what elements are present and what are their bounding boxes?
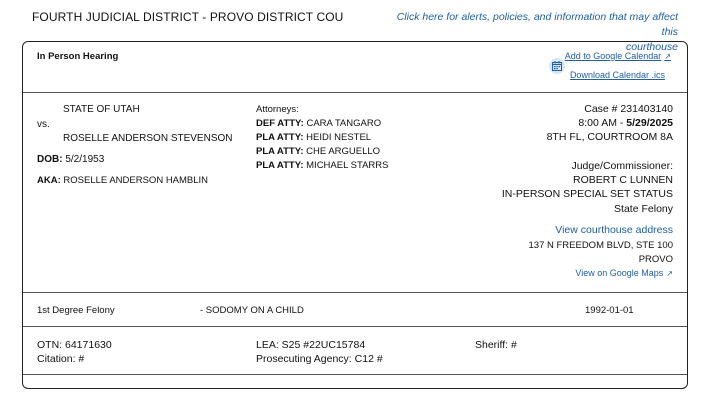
attorney-row [256, 117, 381, 130]
download-calendar-link[interactable]: Download Calendar .ics [569, 70, 665, 80]
attorneys-heading: Attorneys: [256, 104, 299, 115]
judge-name: ROBERT C LUNNEN [573, 174, 673, 186]
hearing-time: 8:00 AM - [578, 117, 627, 129]
judge-label: Judge/Commissioner: [571, 160, 673, 172]
attorney-name: CHE ARGUELLO [306, 146, 381, 157]
vs-label: vs. [37, 119, 50, 130]
hearing-card [22, 41, 688, 389]
aka-label: AKA: [37, 175, 61, 186]
courtroom-location: 8TH FL, COURTROOM 8A [546, 131, 673, 143]
attorney-role: PLA ATTY: [256, 146, 304, 157]
view-courthouse-address-link[interactable]: View courthouse address [555, 224, 673, 236]
aka-row [37, 174, 208, 187]
otn: OTN: 64171630 [37, 339, 112, 351]
divider-bottom [23, 374, 687, 375]
plaintiff-name: STATE OF UTAH [63, 104, 140, 115]
dob-value: 5/2/1953 [65, 154, 105, 165]
attorney-name: CARA TANGARO [306, 118, 382, 129]
attorney-row [256, 159, 389, 172]
citation: Citation: # [37, 353, 85, 365]
case-number: Case # 231403140 [584, 103, 673, 115]
attorney-row [256, 145, 380, 158]
attorney-role: PLA ATTY: [256, 160, 304, 171]
hearing-datetime [578, 117, 673, 130]
sheriff: Sheriff: # [475, 339, 517, 351]
view-google-maps-link[interactable] [575, 267, 673, 280]
dob-label: DOB: [37, 154, 63, 165]
calendar-icon [549, 58, 565, 74]
alerts-link-line1[interactable]: Click here for alerts, policies, and information that may affect this [396, 11, 678, 38]
aka-value: ROSELLE ANDERSON HAMBLIN [63, 175, 209, 186]
lea: LEA: S25 #22UC15784 [256, 339, 366, 351]
divider-lower [23, 326, 687, 327]
case-type: State Felony [614, 203, 673, 215]
hearing-status: IN-PERSON SPECIAL SET STATUS [501, 188, 673, 200]
charge-description: - SODOMY ON A CHILD [200, 305, 304, 316]
divider-top [23, 92, 687, 93]
hearing-type: In Person Hearing [37, 51, 119, 62]
prosecuting-agency: Prosecuting Agency: C12 # [256, 353, 383, 365]
external-link-icon: ↗ [664, 52, 671, 61]
courthouse-address: 137 N FREEDOM BLVD, STE 100 [528, 240, 673, 251]
dob-row [37, 153, 104, 166]
attorney-row [256, 131, 371, 144]
charge-date: 1992-01-01 [585, 305, 634, 316]
alerts-link-line2[interactable]: courthouse [626, 41, 678, 53]
attorney-role: DEF ATTY: [256, 118, 304, 129]
attorney-name: HEIDI NESTEL [306, 132, 372, 143]
hearing-date: 5/29/2025 [626, 117, 673, 129]
attorney-role: PLA ATTY: [256, 132, 304, 143]
charge-degree: 1st Degree Felony [37, 305, 115, 316]
defendant-name: ROSELLE ANDERSON STEVENSON [63, 133, 233, 144]
courthouse-city: PROVO [638, 254, 673, 265]
court-title: FOURTH JUDICIAL DISTRICT - PROVO DISTRICT COU [32, 10, 344, 24]
add-google-calendar-link[interactable] [565, 51, 671, 61]
add-google-calendar-label[interactable]: Add to Google Calendar [564, 51, 662, 61]
external-link-icon: ↗ [666, 269, 673, 278]
divider-middle [23, 292, 687, 293]
attorney-name: MICHAEL STARRS [306, 160, 389, 171]
view-google-maps-label[interactable]: View on Google Maps [575, 268, 664, 278]
